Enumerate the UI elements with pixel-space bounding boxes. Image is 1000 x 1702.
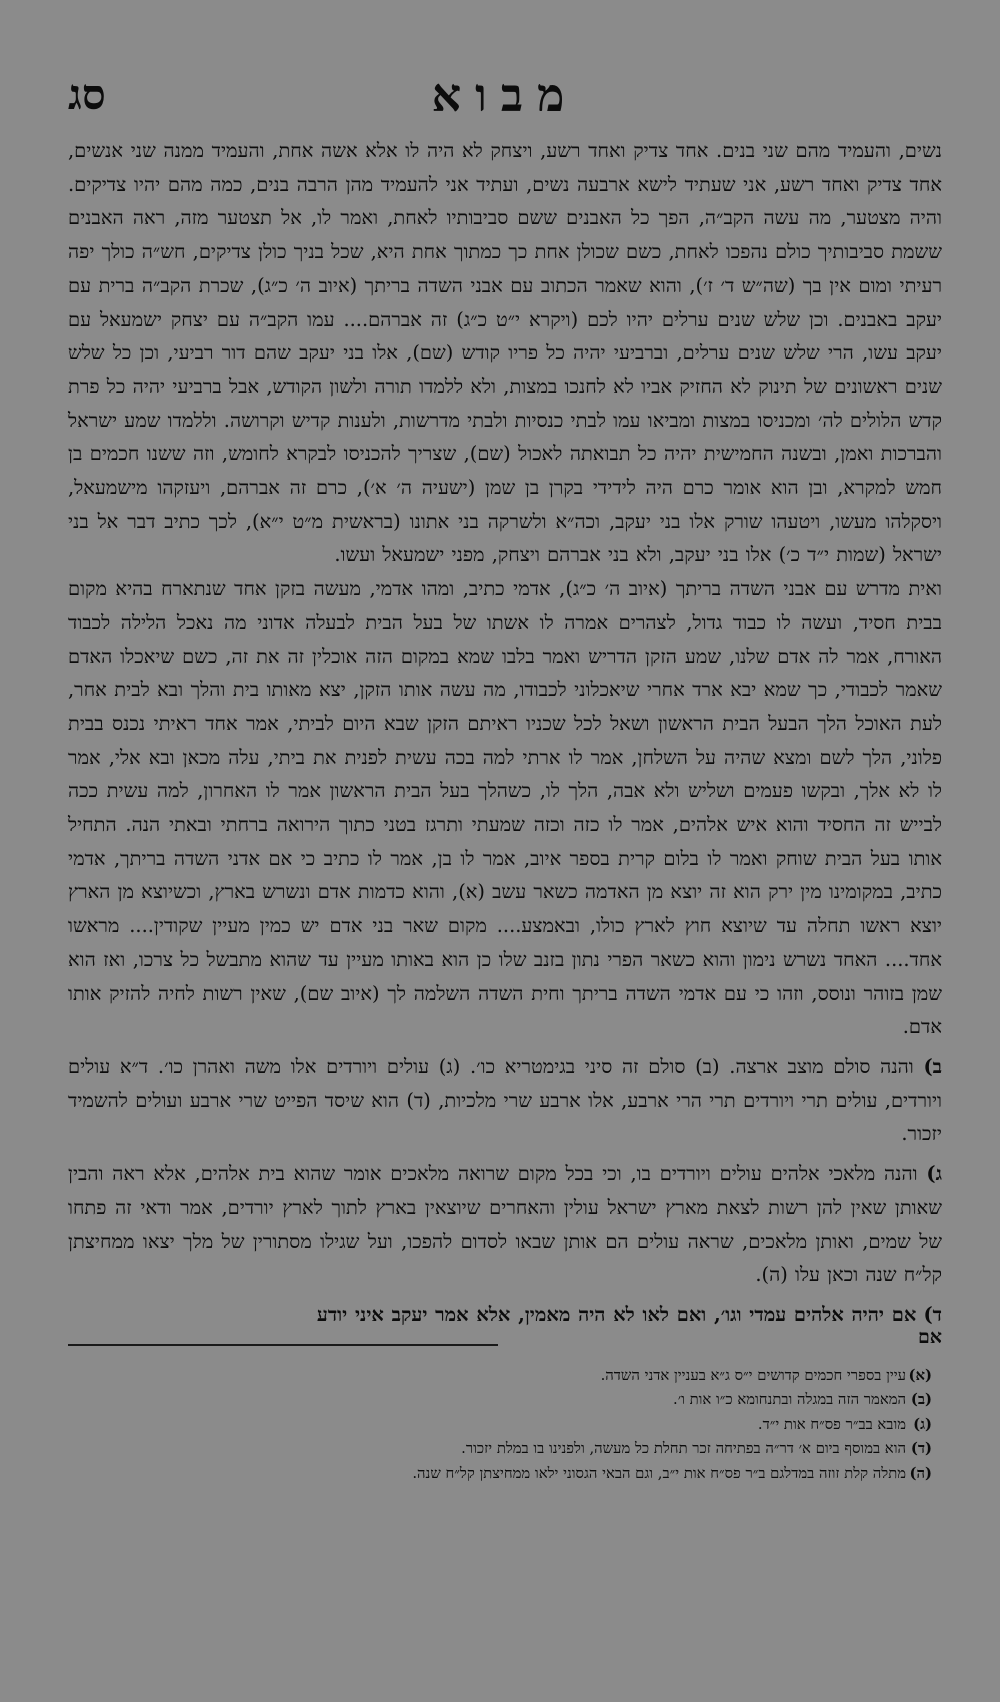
footnotes [68, 1364, 942, 1487]
section-mark: ג) [926, 1162, 942, 1186]
page-title: מבוא [431, 68, 579, 122]
footnote [68, 1413, 932, 1438]
footnote-text: מתלה קלת זוזה במדלגם ב״ר פס״ח אות י״ב, וגם הבאי הגסוני ילאו ממחיצתן קל״ח שנה. [412, 1464, 906, 1482]
paragraph: ואית מדרש עם אבני השדה בריתך (איוב ה׳ כ״ג), אדמי כתיב, ומהו אדמי, מעשה בזקן אחד שנתארח בהיא מקום בבית חסיד, ועשה לו כבוד גדול, לצהרים אמרה לו אשתו של בעל הבית לבעלה אדוני מה נאכל הלילה לכבוד האורח, אמר לה אדם שלנו, שמע הזקן הדריש ואמר בלבו שמא במקום הזה אוכלין זה את זה, כשם שיאכלו האדם שאמר לכבודי, כך שמא יבא ארד אחרי שיאכלוני לכבודו, מה עשה אותו הזקן, יצא מאותו בית והלך ובא לבית אחר, לעת האוכל הלך הבעל הבית הראשון ושאל לכל שכניו ראיתם הזקן שבא היום לביתי, אמר אחד ראיתי נכנס בבית פלוני, הלך לשם ומצא שהיה על השלחן, אמר לו ארתי למה בכה עשית לפנית את ביתי, עלה מכאן ובא אלי, אמר לו לא אלך, ובקשו פעמים ושליש ולא אבה, הלך לו, כשהלך בעל הבית הראשון אמר לו האחרון, למה עשית ככה לבייש זה החסיד והוא איש אלהים, אמר לו כזה וכזה שמעתי ותרגז בטני כתוך הירואה ברחתי ובאתי הנה. התחיל אותו בעל הבית שוחק ואמר לו בלום קרית בספר איוב, אמר לו בן, אמר לו כתיב כי אם אדני השדה בריתך, אדמי כתיב, במקומינו מין ירק הוא זה יוצא מן האדמה כשאר עשב (א), והוא כדמות אדם ונשרש בארץ, וכשיוצא מן הארץ יוצא ראשו תחלה עד שיוצא חוץ לארץ כולו, ובאמצע.... מקום שאר בני אדם יש כמין מעיין שקודין.... מראשו אחד.... האחד נשרש נימון והוא כשאר הפרי נתון בזנב שלו כן הוא באותו מעיין עד שהוא מתבשל כל צרכו, ואז הוא שמן בזוהר ונוסס, וזהו כי עם אדמי השדה בריתך וחית השדה השלמה לך (איוב שם), שאין רשות לחיה להזיק אותו אדם. [68, 577, 942, 1039]
footnote-divider-row [68, 1325, 942, 1348]
section-text: והנה מלאכי אלהים עולים ויורדים בו, וכי בכל מקום שרואה מלאכים אומר שהוא בית אלהים, אלא ראה והבין שאותן שאין להן רשות לצאת מארץ ישראל עולין והאחרים שיוצאין בארץ לתוך לארץ יורדים, אמר ודאי זה פתחו של שמים, ואותן מלאכים, שראה עולים הם אותן שבאו לסדום להפכו, ועל שגילו מסתורין של מלך יצאו ממחיצתן קל״ח שנה וכאן עלו (ה). [68, 1162, 942, 1287]
footnote-mark: (א) [908, 1366, 932, 1384]
footnote-text: מובא בב״ר פס״ח אות י״ד. [757, 1415, 906, 1433]
footnote-text: עיין בספרי חכמים קדושים י״ס ג״א בעניין אדני השדה. [600, 1366, 906, 1384]
paragraph: נשים, והעמיד מהם שני בנים. אחד צדיק ואחד רשע, ויצחק לא היה לו אלא אשה אחת, והעמיד ממנה שני אנשים, אחד צדיק ואחד רשע, אני שעתיד לישא ארבעה נשים, ועתיד אני להעמיד מהן הרבה בנים, כמה מהם יהיו צדיקים. והיה מצטער, מה עשה הקב״ה, הפך כל האבנים ששם סביבותיו לאחת, ואמר לו, אל תצטער מזה, ראה האבנים ששמת סביבותיך כולם נהפכו לאחת, כשם שכולן אחת כך כמתוך אחת היא, שכל בניך כולן צדיקים, חש״ה כולך יפה רעיתי ומום אין בך (שה״ש ד׳ ז׳), והוא שאמר הכתוב עם אבני השדה בריתך (איוב ה׳ כ״ג), שכרת הקב״ה ברית עם יעקב באבנים. וכן שלש שנים ערלים יהיו לכם (ויקרא י״ט כ״ג) זה אברהם.... עמו הקב״ה עם יצחק ישמעאל עם יעקב עשו, הרי שלש שנים ערלים, וברביעי יהיה כל פריו קודש (שם), אלו בני יעקב שהם דור רביעי, וכן כל שלש שנים ראשונים של תינוק לא החזיק אביו לא לחנכו במצות, ולא ללמדו תורה ולשון הקודש, אבל ברביעי יהיה כל פרת קדש הלולים לה׳ ומכניסו במצות ומביאו עמו לבתי כנסיות ולבתי מדרשות, ולענות קדיש וקרושה. וללמדו שמע ישראל והברכות ואמן, ובשנה החמישית יהיה כל תבואתה לאכול (שם), שצריך להכניסו לבקרא לחומש, וזה ששנו חכמים בן חמש למקרא, ובן הוא אומר כרם היה לידידי בקרן בן שמן (ישעיה ה׳ א׳), כרם זה אברהם, ויעזקהו מישמעאל, ויסקלהו מעשו, ויטעהו שורק אלו בני יעקב, וכה״א ולשרקה בני אתונו (בראשית מ״ט י״א), לכך כתיב דבר אל בני ישראל (שמות י״ד כ׳) אלו בני יעקב, ולא בני אברהם ויצחק, מפני ישמעאל ועשו. [68, 139, 942, 567]
body-text [68, 134, 942, 1332]
section-paragraph [68, 1157, 942, 1292]
footnote-text: המאמר הזה במגלה ובתנחומא כ״ו אות ו׳. [673, 1391, 906, 1409]
footnote-divider [68, 1344, 498, 1346]
section-paragraph [68, 1050, 942, 1151]
page-header [68, 64, 942, 134]
footnote-mark: (ד) [910, 1440, 932, 1458]
footnote [68, 1437, 932, 1462]
page-number: סג [68, 70, 106, 119]
footnote-mark: (ג) [913, 1415, 932, 1433]
footnote [68, 1388, 932, 1413]
section-mark: ד) [923, 1302, 942, 1326]
section-text: אם יהיה אלהים עמדי וגו׳, ואם לאו לא היה מאמין, אלא אמר יעקב איני יודע [316, 1302, 917, 1326]
section-paragraph [68, 1298, 942, 1332]
footnote [68, 1462, 932, 1487]
footnote [68, 1364, 932, 1389]
catchword: אם [917, 1325, 942, 1348]
section-text: והנה סולם מוצב ארצה. (ב) סולם זה סיני בגימטריא כו׳. (ג) עולים ויורדים אלו משה ואהרן כו׳. ד״א עולים ויורדים, עולים תרי ויורדים תרי הרי ארבע, אלו ארבע שרי מלכיות, (ד) הוא שיסד הפייט שרי ארבע ועולים להשמיד יזכור. [68, 1054, 942, 1146]
section-mark: ב) [923, 1054, 942, 1078]
footnote-mark: (ב) [910, 1391, 932, 1409]
footnote-text: הוא במוסף ביום א׳ דר״ה בפתיחה זכר תחלת כל מעשה, ולפנינו בו במלת יזכור. [461, 1440, 906, 1458]
footnote-mark: (ה) [909, 1464, 932, 1482]
